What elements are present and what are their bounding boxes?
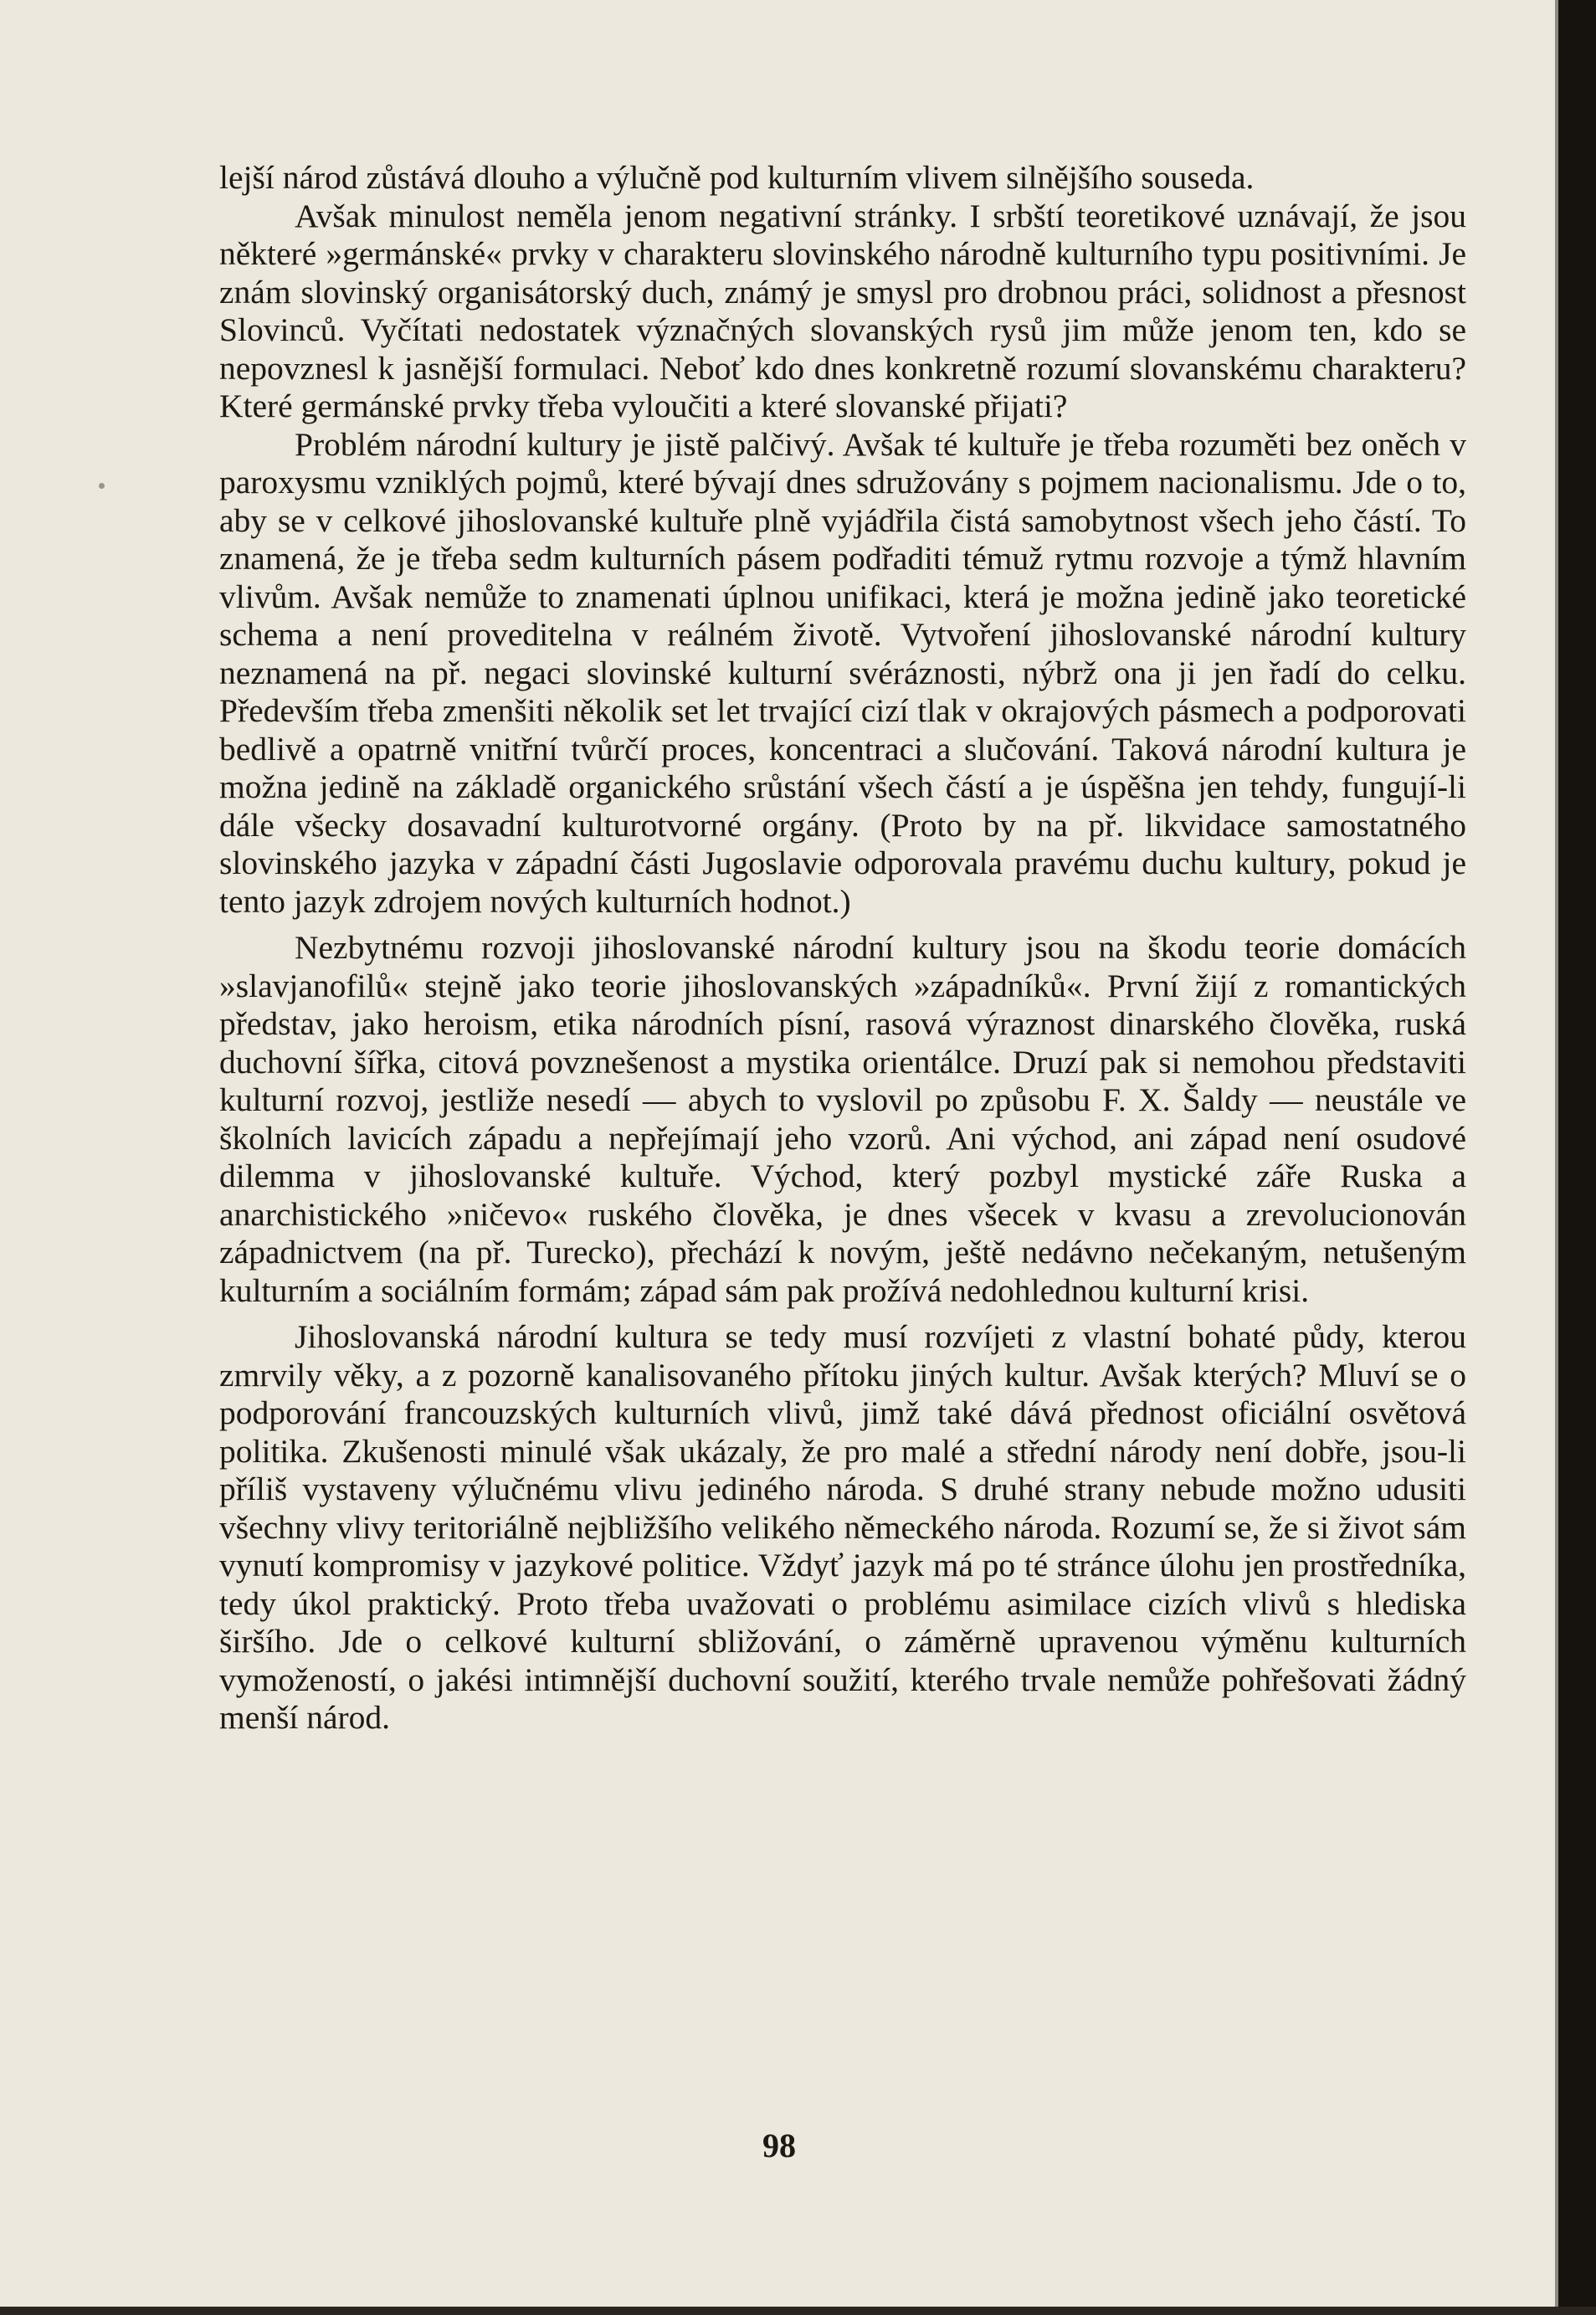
paper-speck xyxy=(99,483,105,489)
paragraph-slavophiles-westerners: Nezbytnému rozvoji jihoslovanské národní kultury jsou na škodu teorie domácích »slavjanofilů« stejně jako teorie jihoslovanských »západníků«. První žijí z romantických představ, jako heroism, etika národních písní, rasová výraznost dinarského člověka, ruská duchovní šířka, citová povznešenost a mystika orientálce. Druzí pak si nemohou představiti kulturní rozvoj, jestliže nesedí — abych to vyslovil po způsobu F. X. Šaldy — neustále ve školních lavicích západu a nepřejímají jeho vzorů. Ani východ, ani západ není osudové dilemma v jihoslovanské kultuře. Východ, který pozbyl mystické záře Ruska a anarchistického »ničevo« ruského člověka, je dnes všecek v kvasu a zrevolucionován západnictvem (na př. Turecko), přechází k novým, ještě nedávno nečekaným, netušeným kulturním a sociálním formám; západ sám pak prožívá nedohlednou kulturní krisi. xyxy=(219,929,1466,1309)
paragraph-national-culture-problem: Problém národní kultury je jistě palčivý. Avšak té kultuře je třeba rozuměti bez oněch v paroxysmu vzniklých pojmů, které bývají dnes sdružovány s pojmem nacionalismu. Jde o to, aby se v celkové jihoslovanské kultuře plně vyjádřila čistá samobytnost všech jeho částí. To znamená, že je třeba sedm kulturních pásem podřaditi témuž rytmu rozvoje a týmž hlavním vlivům. Avšak nemůže to znamenati úplnou unifikaci, která je možna jedině jako teoretické schema a není proveditelna v reálném životě. Vytvoření jihoslovanské národní kultury neznamená na př. negaci slovinské kulturní svéráznosti, nýbrž ona ji jen řadí do celku. Především třeba zmenšiti několik set let trvající cizí tlak v okrajových pásmech a podporovati bedlivě a opatrně vnitřní tvůrčí proces, koncentraci a slučování. Taková národní kultura je možna jedině na základě organického srůstání všech částí a je úspěšna jen tehdy, fungují-li dále všecky dosavadní kulturotvorné orgány. (Proto by na př. likvidace samostatného slovinského jazyka v západní části Jugoslavie odporovala pravému duchu kultury, pokud je tento jazyk zdrojem nových kulturních hodnot.) xyxy=(219,425,1466,920)
paragraph-negative-aspects: Avšak minulost neměla jenom negativní stránky. I srbští teoretikové uznávají, že jsou některé »germánské« prvky v charakteru slovinského národně kulturního typu positivními. Je znám slovinský organisátorský duch, známý je smysl pro drobnou práci, solidnost a přesnost Slovinců. Vyčítati nedostatek význačných slovanských rysů jim může jenom ten, kdo se nepovznesl k jasnější formulaci. Neboť kdo dnes konkretně rozumí slovanskému charakteru? Které germánské prvky třeba vyloučiti a které slovanské přijati? xyxy=(219,197,1466,424)
body-text xyxy=(219,159,1466,1738)
bottom-edge xyxy=(0,2307,1596,2315)
paragraph-cultural-influences: Jihoslovanská národní kultura se tedy musí rozvíjeti z vlastní bohaté půdy, kterou zmrvily věky, a z pozorně kanalisovaného přítoku jiných kultur. Avšak kterých? Mluví se o podporování francouzských kulturních vlivů, jimž také dává přednost oficiální osvětová politika. Zkušenosti minulé však ukázaly, že pro malé a střední národy není dobře, jsou-li příliš vystaveny výlučnému vlivu jediného národa. S druhé strany nebude možno udusiti všechny vlivy teritoriálně nejbližšího velikého německého národa. Rozumí se, že si život sám vynutí kompromisy v jazykové politice. Vždyť jazyk má po té stránce úlohu jen prostředníka, tedy úkol praktický. Proto třeba uvažovati o problému asimilace cizích vlivů s hlediska širšího. Jde o celkové kulturní sbližování, o záměrně upravenou výměnu kulturních vymožeností, o jakési intimnější duchovní soužití, kterého trvale nemůže pohřešovati žádný menší národ. xyxy=(219,1318,1466,1736)
page-number: 98 xyxy=(762,2127,796,2164)
book-spine xyxy=(1558,0,1596,2315)
paragraph-continuation: lejší národ zůstává dlouho a výlučně pod kulturním vlivem silnějšího souseda. xyxy=(219,159,1255,196)
